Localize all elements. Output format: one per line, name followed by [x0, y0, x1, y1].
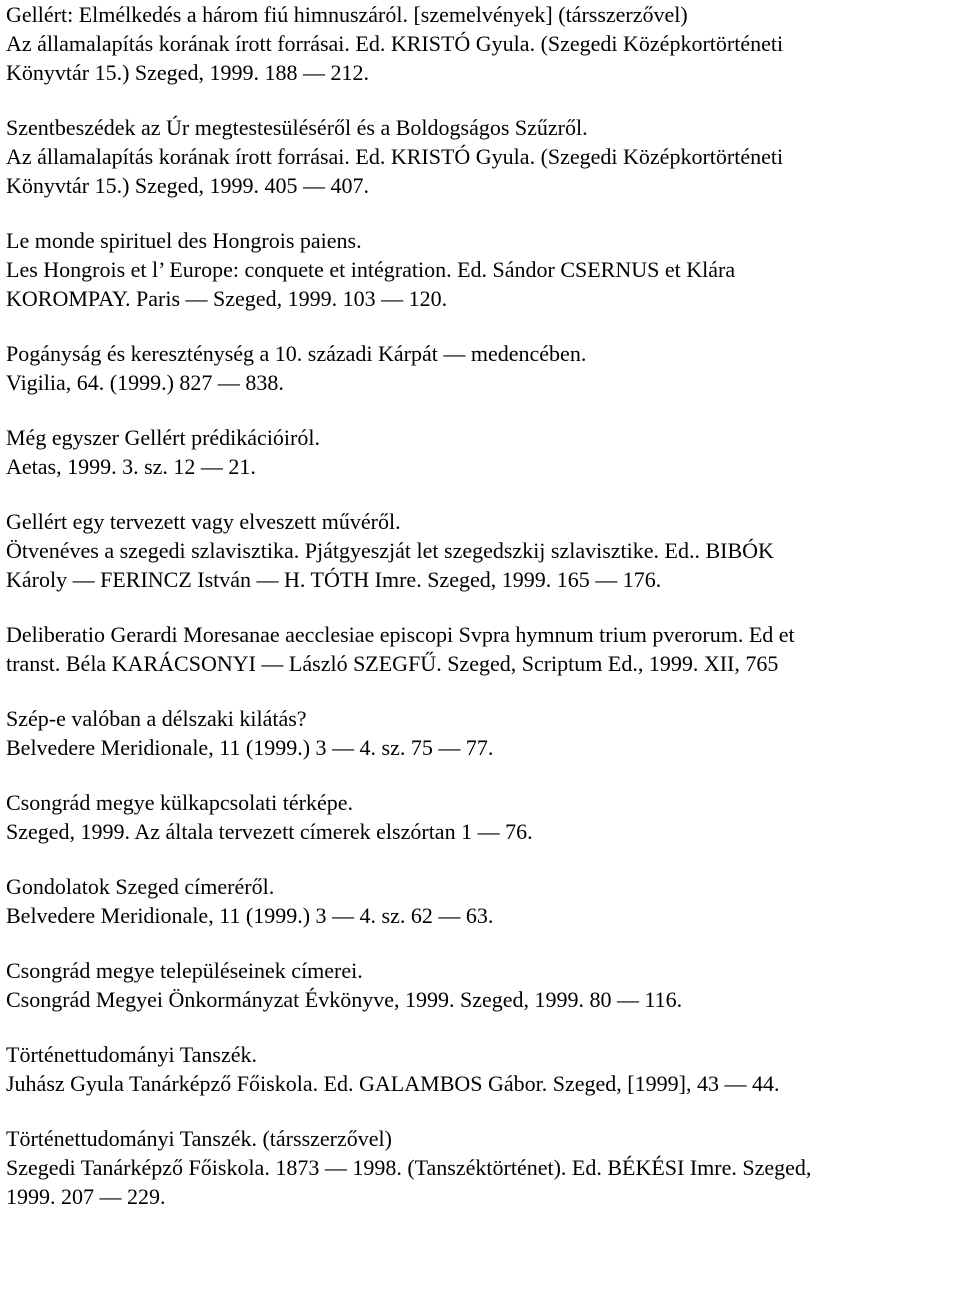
- entry-line: Csongrád megye külkapcsolati térképe.: [6, 790, 354, 815]
- bibliography-page: [6, 0, 954, 1237]
- entry-line: Gondolatok Szeged címeréről.: [6, 874, 275, 899]
- entry-line: Történettudományi Tanszék.: [6, 1042, 257, 1067]
- entry-line: Juhász Gyula Tanárképző Főiskola. Ed. GALAMBOS Gábor. Szeged, [1999], 43 — 44.: [6, 1071, 780, 1096]
- entry-line: Belvedere Meridionale, 11 (1999.) 3 — 4. sz. 75 — 77.: [6, 735, 494, 760]
- bibliography-entry: [6, 423, 954, 481]
- entry-line: Könyvtár 15.) Szeged, 1999. 405 — 407.: [6, 173, 369, 198]
- bibliography-entry: [6, 956, 954, 1014]
- entry-line: Belvedere Meridionale, 11 (1999.) 3 — 4. sz. 62 — 63.: [6, 903, 494, 928]
- bibliography-entry: [6, 1040, 954, 1098]
- entry-line: Gellért egy tervezett vagy elveszett művéről.: [6, 509, 401, 534]
- bibliography-entry: [6, 872, 954, 930]
- entry-line: Károly — FERINCZ István — H. TÓTH Imre. Szeged, 1999. 165 — 176.: [6, 567, 662, 592]
- entry-line: Vigilia, 64. (1999.) 827 — 838.: [6, 370, 284, 395]
- entry-line: Könyvtár 15.) Szeged, 1999. 188 — 212.: [6, 60, 369, 85]
- bibliography-entry: [6, 226, 954, 313]
- entry-line: transt. Béla KARÁCSONYI — László SZEGFŰ. Szeged, Scriptum Ed., 1999. XII, 765: [6, 651, 779, 676]
- entry-line: Deliberatio Gerardi Moresanae aecclesiae episcopi Svpra hymnum trium pverorum. Ed et: [6, 622, 795, 647]
- entry-line: 1999. 207 — 229.: [6, 1184, 166, 1209]
- entry-line: Csongrád megye településeinek címerei.: [6, 958, 363, 983]
- entry-line: Les Hongrois et l’ Europe: conquete et intégration. Ed. Sándor CSERNUS et Klára: [6, 257, 736, 282]
- bibliography-entry: [6, 704, 954, 762]
- entry-line: Még egyszer Gellért prédikációiról.: [6, 425, 320, 450]
- bibliography-entry: [6, 339, 954, 397]
- bibliography-entry: [6, 788, 954, 846]
- entry-line: Le monde spirituel des Hongrois paiens.: [6, 228, 362, 253]
- entry-line: Pogányság és kereszténység a 10. századi Kárpát — medencében.: [6, 341, 587, 366]
- entry-line: Történettudományi Tanszék. (társszerzővel): [6, 1126, 392, 1151]
- entry-line: Aetas, 1999. 3. sz. 12 — 21.: [6, 454, 256, 479]
- entry-line: Szentbeszédek az Úr megtestesüléséről és a Boldogságos Szűzről.: [6, 115, 588, 140]
- bibliography-entry: [6, 620, 954, 678]
- entry-line: Gellért: Elmélkedés a három fiú himnuszáról. [szemelvények] (társszerzővel): [6, 2, 688, 27]
- entry-line: Ötvenéves a szegedi szlavisztika. Pjátgyeszját let szegedszkij szlavisztike. Ed.. BIBÓK: [6, 538, 774, 563]
- entry-line: Szegedi Tanárképző Főiskola. 1873 — 1998. (Tanszéktörténet). Ed. BÉKÉSI Imre. Szeged,: [6, 1155, 812, 1180]
- bibliography-entry: [6, 507, 954, 594]
- bibliography-entry: [6, 1124, 954, 1211]
- entry-line: Szeged, 1999. Az általa tervezett címerek elszórtan 1 — 76.: [6, 819, 533, 844]
- entry-line: Csongrád Megyei Önkormányzat Évkönyve, 1999. Szeged, 1999. 80 — 116.: [6, 987, 683, 1012]
- entry-line: Az államalapítás korának írott forrásai. Ed. KRISTÓ Gyula. (Szegedi Középkortörténeti: [6, 31, 784, 56]
- bibliography-entry: [6, 0, 954, 87]
- entry-line: Az államalapítás korának írott forrásai. Ed. KRISTÓ Gyula. (Szegedi Középkortörténeti: [6, 144, 784, 169]
- bibliography-entry: [6, 113, 954, 200]
- entry-line: Szép-e valóban a délszaki kilátás?: [6, 706, 307, 731]
- entry-line: KOROMPAY. Paris — Szeged, 1999. 103 — 120.: [6, 286, 448, 311]
